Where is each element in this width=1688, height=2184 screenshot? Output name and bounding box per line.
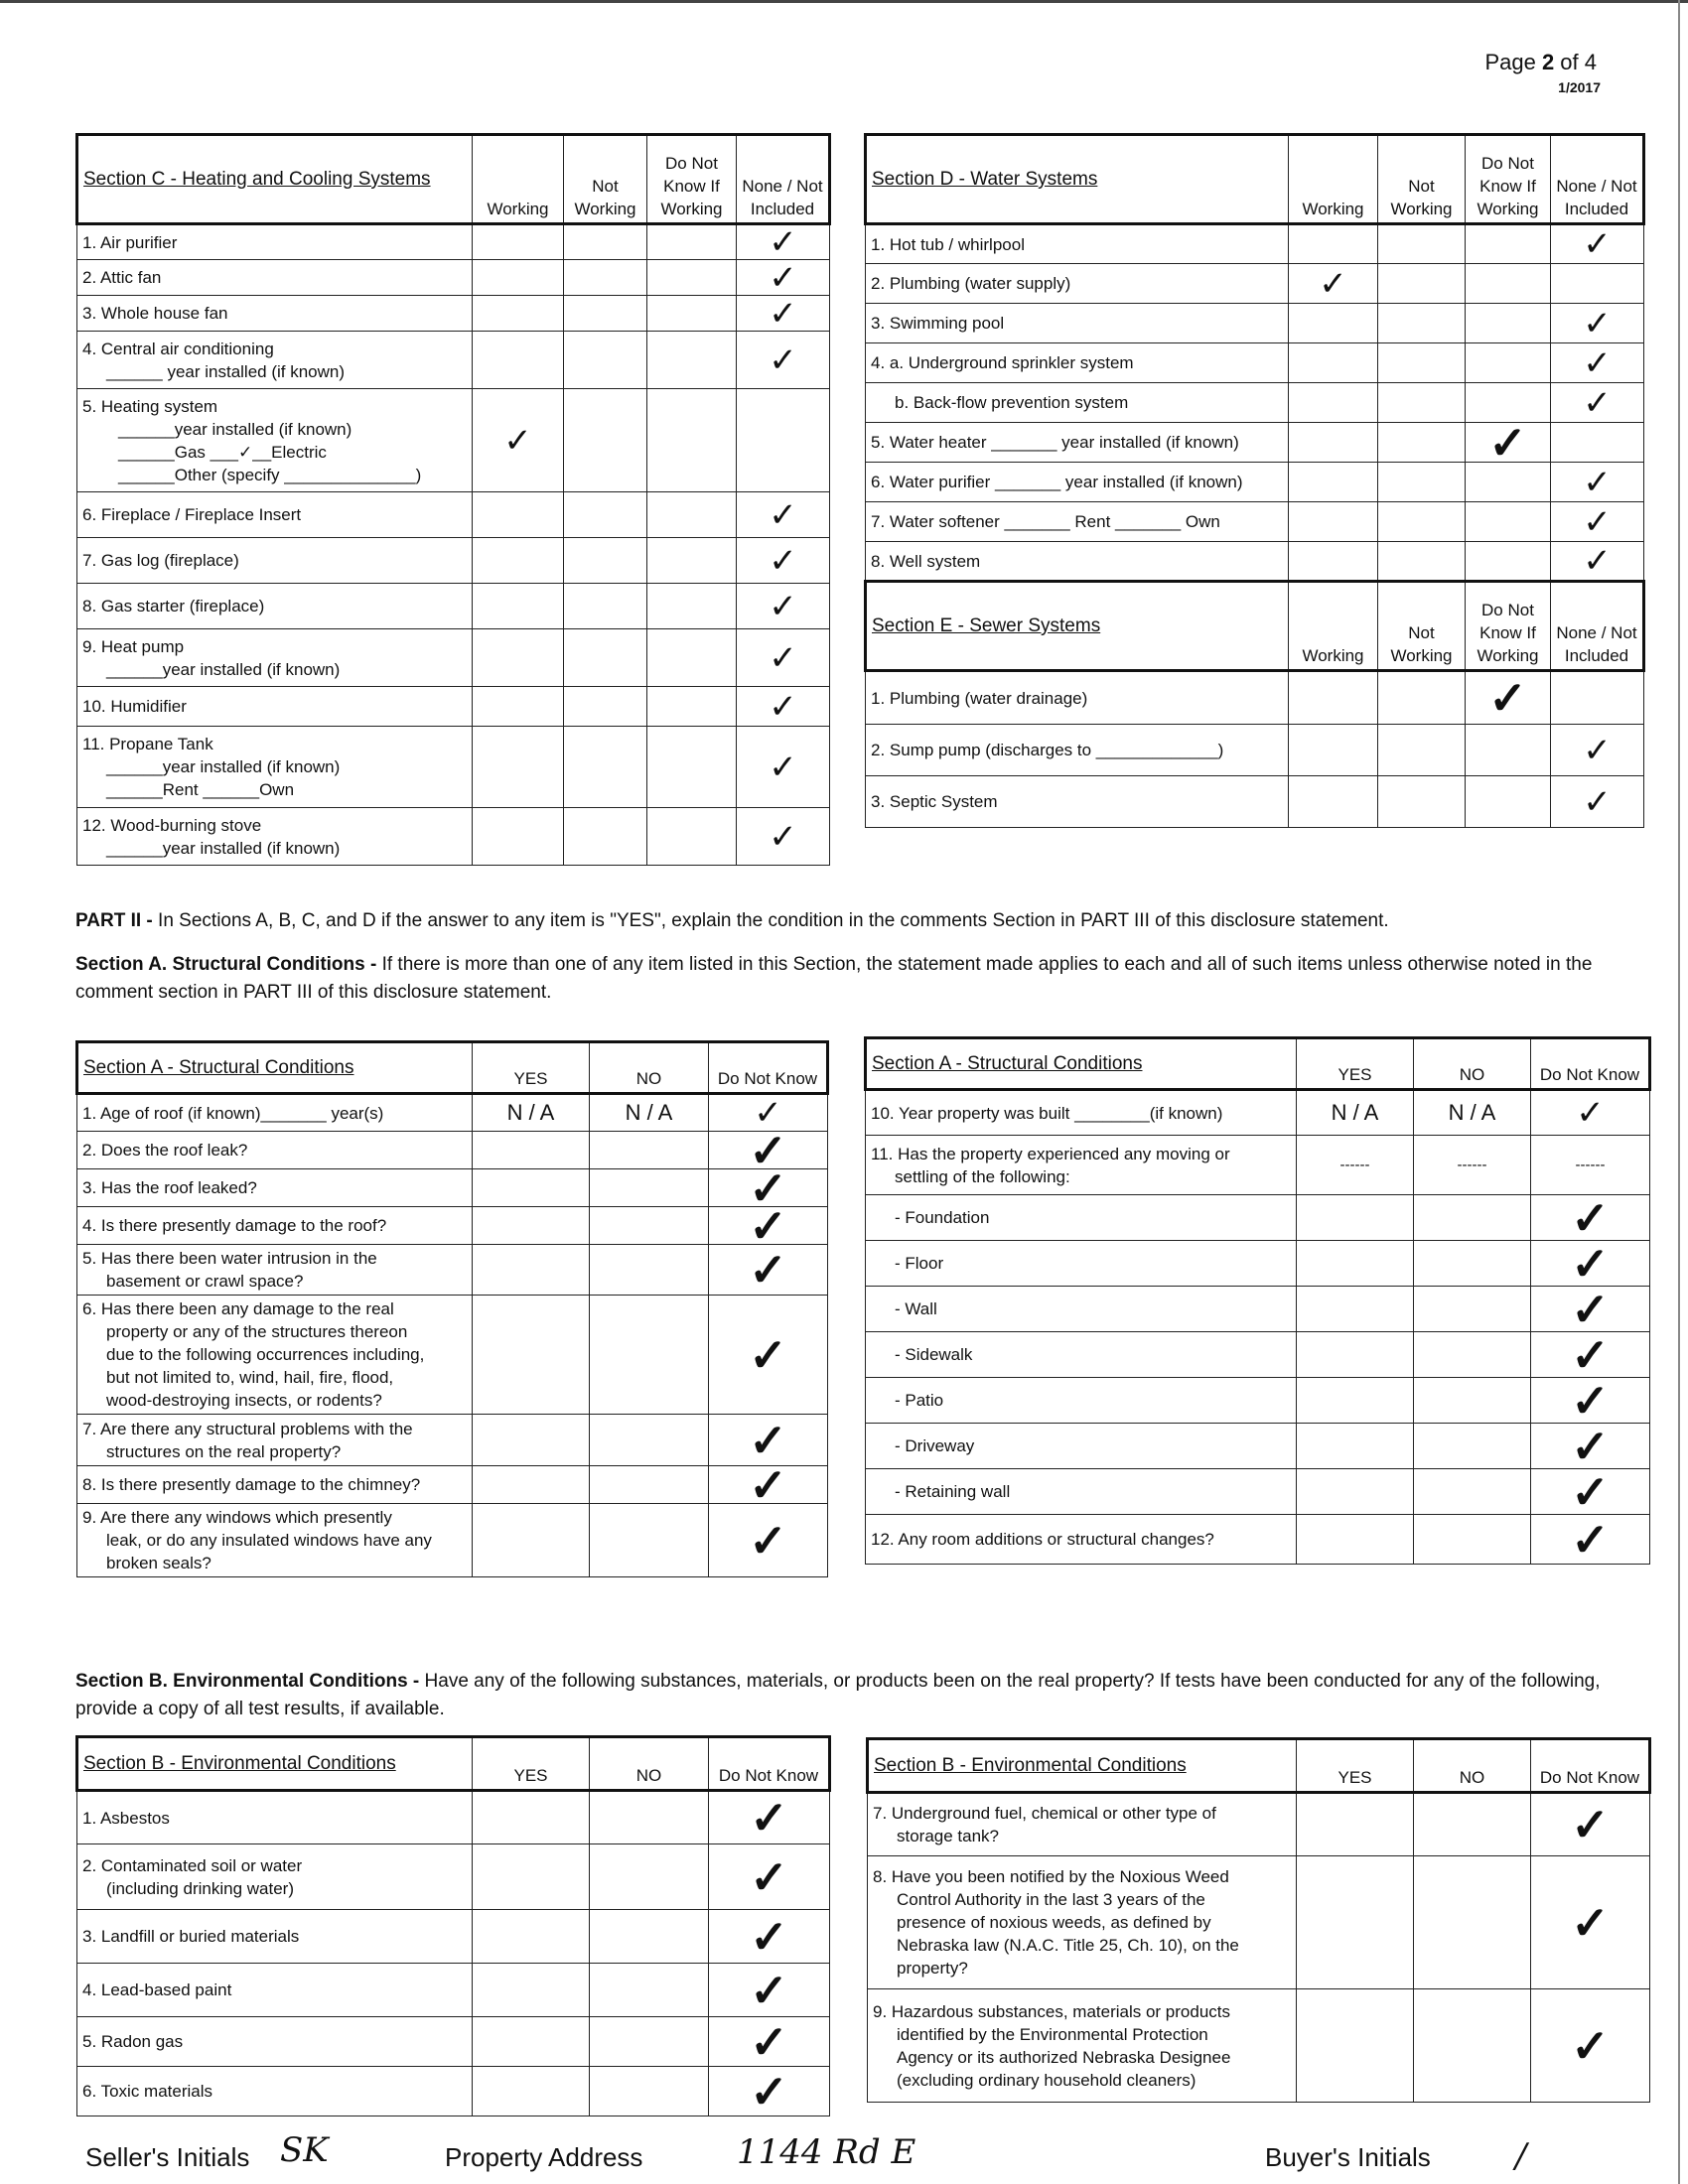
checkmark: ✓: [1551, 502, 1644, 542]
right-border: [1678, 0, 1680, 2184]
checkmark: ✓: [1531, 1989, 1650, 2103]
checkmark: ✓: [1531, 1241, 1650, 1287]
checkmark: ✓: [737, 584, 830, 629]
table-row: 3. Septic System ✓: [866, 776, 1644, 828]
checkmark: ✓: [1531, 1287, 1650, 1332]
checkmark: ✓: [737, 538, 830, 584]
section-a-intro: Section A. Structural Conditions - If there is more than one of any item listed in this Section, the statement made applies to each and all of such items unless otherwise noted in the comment section in PART III of this disclosure statement.: [75, 954, 1593, 1003]
checkmark: ✓: [737, 629, 830, 687]
section-d-table: Section D - Water Systems Working Not Working Do Not Know If Working None / Not Included 1. Hot tub / whirlpool ✓ 2. Plumbing (water supply) ✓ 3. Swimming pool ✓ 4. a. Underground sprinkler system ✓ b. Back-flow prevention system ✓ 5. Water heater _______ year installed (if known) ✓ 6. Water purifier _______ year installed (if known) ✓ 7. Water softener _______ Rent _______ Own ✓ 8. Well system ✓ Section E - Sewer Systems Working Not Working Do Not Know If Working None / Not Included 1. Plumbing (water drainage) ✓ 2. Sump pump (discharges to _____________) ✓ 3. Septic System ✓: [864, 133, 1645, 828]
top-border: [0, 0, 1688, 3]
checkmark: ✓: [1551, 776, 1644, 828]
checkmark: ✓: [709, 2017, 830, 2067]
table-row: 2. Plumbing (water supply) ✓: [866, 264, 1644, 304]
table-row: - Wall ✓: [866, 1287, 1650, 1332]
table-row: 11. Propane Tank ______year installed (if known) ______Rent ______Own ✓: [77, 727, 830, 808]
table-row: 1. Hot tub / whirlpool ✓: [866, 224, 1644, 264]
checkmark: ✓: [709, 1207, 828, 1245]
checkmark: ✓: [709, 1415, 828, 1466]
table-row: 3. Swimming pool ✓: [866, 304, 1644, 343]
checkmark: ✓: [737, 808, 830, 866]
checkmark: ✓: [1531, 1195, 1650, 1241]
table-row: 6. Water purifier _______ year installed (if known) ✓: [866, 463, 1644, 502]
checkmark: ✓: [737, 224, 830, 260]
checkmark: ✓: [709, 1791, 830, 1844]
table-row: - Floor ✓: [866, 1241, 1650, 1287]
checkmark: ✓: [709, 1169, 828, 1207]
col-dont-know: Do Not Know If Working: [647, 135, 737, 224]
table-row: 2. Sump pump (discharges to _____________) ✓: [866, 725, 1644, 776]
table-row: 2. Contaminated soil or water (including drinking water) ✓: [77, 1844, 830, 1910]
checkmark: ✓: [1531, 1090, 1650, 1136]
col-yes: YES: [473, 1042, 590, 1094]
checkmark: ✓: [709, 2067, 830, 2116]
property-address-label: Property Address: [445, 2142, 643, 2172]
table-row: 4. a. Underground sprinkler system ✓: [866, 343, 1644, 383]
table-row: - Sidewalk ✓: [866, 1332, 1650, 1378]
table-row: 1. Asbestos ✓: [77, 1791, 830, 1844]
checkmark: ✓: [737, 296, 830, 332]
table-row: 5. Water heater _______ year installed (if known) ✓: [866, 423, 1644, 463]
checkmark: ✓: [1531, 1424, 1650, 1469]
table-row: b. Back-flow prevention system ✓: [866, 383, 1644, 423]
table-row: 3. Whole house fan ✓: [77, 296, 830, 332]
checkmark: ✓: [709, 1910, 830, 1964]
checkmark: ✓: [709, 1964, 830, 2017]
table-row: 8. Is there presently damage to the chimney? ✓: [77, 1466, 828, 1504]
section-a-right-table: Section A - Structural Conditions YES NO Do Not Know 10. Year property was built ________(if known) N / A N / A ✓ 11. Has the property experienced any moving or settling of the following: ------ ------ ------ - Foundation ✓ - Floor ✓ - Wall ✓ - Sidewalk ✓ - Patio ✓ - Driveway ✓ - Retaining wall ✓ 12. Any room additions or structural changes? ✓: [864, 1036, 1651, 1565]
table-row: 9. Heat pump ______year installed (if known) ✓: [77, 629, 830, 687]
table-row: 6. Toxic materials ✓: [77, 2067, 830, 2116]
checkmark: ✓: [1531, 1469, 1650, 1515]
checkmark: ✓: [473, 389, 564, 492]
checkmark: ✓: [1531, 1856, 1650, 1989]
table-row: 7. Gas log (fireplace) ✓: [77, 538, 830, 584]
checkmark: ✓: [1466, 671, 1551, 725]
table-row: 3. Landfill or buried materials ✓: [77, 1910, 830, 1964]
checkmark: ✓: [709, 1094, 828, 1132]
table-row: 5. Has there been water intrusion in the basement or crawl space? ✓: [77, 1245, 828, 1296]
section-b-left-table: Section B - Environmental Conditions YES NO Do Not Know 1. Asbestos ✓ 2. Contaminated soil or water (including drinking water) ✓ 3. Landfill or buried materials ✓ 4. Lead-based paint ✓ 5. Radon gas ✓ 6. Toxic materials ✓: [75, 1735, 831, 2116]
section-c-title: Section C - Heating and Cooling Systems: [77, 135, 473, 224]
section-c-table: [75, 133, 831, 866]
section-a-left-table: [75, 1040, 829, 1577]
table-row: 10. Year property was built ________(if known) N / A N / A ✓: [866, 1090, 1650, 1136]
checkmark: ✓: [709, 1844, 830, 1910]
table-row: 1. Plumbing (water drainage) ✓: [866, 671, 1644, 725]
section-d-title: Section D - Water Systems: [866, 135, 1289, 224]
table-row: 9. Are there any windows which presently leak, or do any insulated windows have any broken seals? ✓: [77, 1504, 828, 1577]
col-not-working: Not Working: [564, 135, 647, 224]
checkmark: ✓: [709, 1296, 828, 1415]
col-none: None / Not Included: [737, 135, 830, 224]
checkmark: ✓: [1531, 1332, 1650, 1378]
form-date: 1/2017: [1558, 79, 1601, 95]
checkmark: ✓: [709, 1504, 828, 1577]
table-row: - Driveway ✓: [866, 1424, 1650, 1469]
table-row: 7. Water softener _______ Rent _______ Own ✓: [866, 502, 1644, 542]
section-e-title: Section E - Sewer Systems: [866, 582, 1289, 671]
checkmark: ✓: [1551, 725, 1644, 776]
section-a-right-title: Section A - Structural Conditions: [866, 1038, 1297, 1090]
checkmark: ✓: [737, 260, 830, 296]
table-row: 4. Is there presently damage to the roof? ✓: [77, 1207, 828, 1245]
table-row: 8. Have you been notified by the Noxious Weed Control Authority in the last 3 years of the presence of noxious weeds, as defined by Nebraska law (N.A.C. Title 25, Ch. 10), on the property? ✓: [868, 1856, 1650, 1989]
section-b-intro: Section B. Environmental Conditions - Have any of the following substances, materials, or products been on the real property? If tests have been conducted for any of the following, provide a copy of all test results, if available.: [75, 1671, 1601, 1719]
table-row: 8. Gas starter (fireplace) ✓: [77, 584, 830, 629]
checkmark: ✓: [709, 1132, 828, 1169]
checkmark: ✓: [1551, 343, 1644, 383]
table-row: 5. Radon gas ✓: [77, 2017, 830, 2067]
table-row: 11. Has the property experienced any moving or settling of the following: ------ ------ ------: [866, 1136, 1650, 1195]
table-row: 1. Age of roof (if known)_______ year(s) N / A N / A ✓: [77, 1094, 828, 1132]
seller-initials-signature: SK: [280, 2130, 329, 2170]
table-row: 4. Lead-based paint ✓: [77, 1964, 830, 2017]
table-row: - Foundation ✓: [866, 1195, 1650, 1241]
checkmark: ✓: [1551, 542, 1644, 582]
page-number: Page 2 of 4: [1484, 50, 1597, 74]
checkmark: ✓: [1531, 1515, 1650, 1565]
table-row: 7. Underground fuel, chemical or other type of storage tank? ✓: [868, 1793, 1650, 1856]
checkmark: ✓: [1531, 1793, 1650, 1856]
part2-paragraph: PART II - In Sections A, B, C, and D if the answer to any item is "YES", explain the condition in the comments Section in PART III of this disclosure statement.: [75, 910, 1389, 931]
table-row: 10. Humidifier ✓: [77, 687, 830, 727]
table-row: 1. Air purifier ✓: [77, 224, 830, 260]
table-row: 2. Does the roof leak? ✓: [77, 1132, 828, 1169]
buyer-initials-signature: /: [1515, 2136, 1527, 2176]
seller-initials-label: Seller's Initials: [85, 2142, 250, 2172]
checkmark: ✓: [709, 1245, 828, 1296]
table-row: 2. Attic fan ✓: [77, 260, 830, 296]
section-b-right-table: Section B - Environmental Conditions YES NO Do Not Know 7. Underground fuel, chemical or other type of storage tank? ✓ 8. Have you been notified by the Noxious Weed Control Authority in the last 3 years of the presence of noxious weeds, as defined by Nebraska law (N.A.C. Title 25, Ch. 10), on the property? ✓ 9. Hazardous substances, materials or products identified by the Environmental Protection Agency or its authorized Nebraska Designee (excluding ordinary household cleaners) ✓: [866, 1737, 1651, 2103]
section-a-left-title: Section A - Structural Conditions: [77, 1042, 473, 1094]
col-no: NO: [590, 1042, 709, 1094]
col-working: Working: [473, 135, 564, 224]
col-do-not-know: Do Not Know: [709, 1042, 828, 1094]
table-row: - Retaining wall ✓: [866, 1469, 1650, 1515]
checkmark: ✓: [1551, 304, 1644, 343]
checkmark: ✓: [1551, 383, 1644, 423]
table-row: 4. Central air conditioning ______ year installed (if known) ✓: [77, 332, 830, 389]
table-row: 3. Has the roof leaked? ✓: [77, 1169, 828, 1207]
table-row: 9. Hazardous substances, materials or products identified by the Environmental Protection Agency or its authorized Nebraska Designee (excluding ordinary household cleaners) ✓: [868, 1989, 1650, 2103]
table-row: 12. Wood-burning stove ______year installed (if known) ✓: [77, 808, 830, 866]
checkmark: ✓: [1289, 264, 1378, 304]
checkmark: ✓: [1551, 463, 1644, 502]
table-row: 8. Well system ✓: [866, 542, 1644, 582]
table-row: 12. Any room additions or structural changes? ✓: [866, 1515, 1650, 1565]
checkmark: ✓: [1551, 224, 1644, 264]
checkmark: ✓: [737, 687, 830, 727]
table-row: 5. Heating system ______year installed (if known) ______Gas ___✓__Electric ______Other (specify ______________) ✓: [77, 389, 830, 492]
buyer-initials-label: Buyer's Initials: [1265, 2142, 1431, 2172]
section-b-left-title: Section B - Environmental Conditions: [77, 1737, 473, 1791]
checkmark: ✓: [1466, 423, 1551, 463]
table-row: 7. Are there any structural problems with the structures on the real property? ✓: [77, 1415, 828, 1466]
table-row: 6. Fireplace / Fireplace Insert ✓: [77, 492, 830, 538]
property-address-handwritten: 1144 Rd E: [737, 2132, 916, 2172]
checkmark: ✓: [709, 1466, 828, 1504]
checkmark: ✓: [737, 492, 830, 538]
checkmark: ✓: [737, 727, 830, 808]
table-row: 6. Has there been any damage to the real property or any of the structures thereon due to the following occurrences including, but not limited to, wind, hail, fire, flood, wood-destroying insects, or rodents? ✓: [77, 1296, 828, 1415]
checkmark: ✓: [737, 332, 830, 389]
checkmark: ✓: [1531, 1378, 1650, 1424]
section-b-right-title: Section B - Environmental Conditions: [868, 1739, 1297, 1793]
table-row: - Patio ✓: [866, 1378, 1650, 1424]
